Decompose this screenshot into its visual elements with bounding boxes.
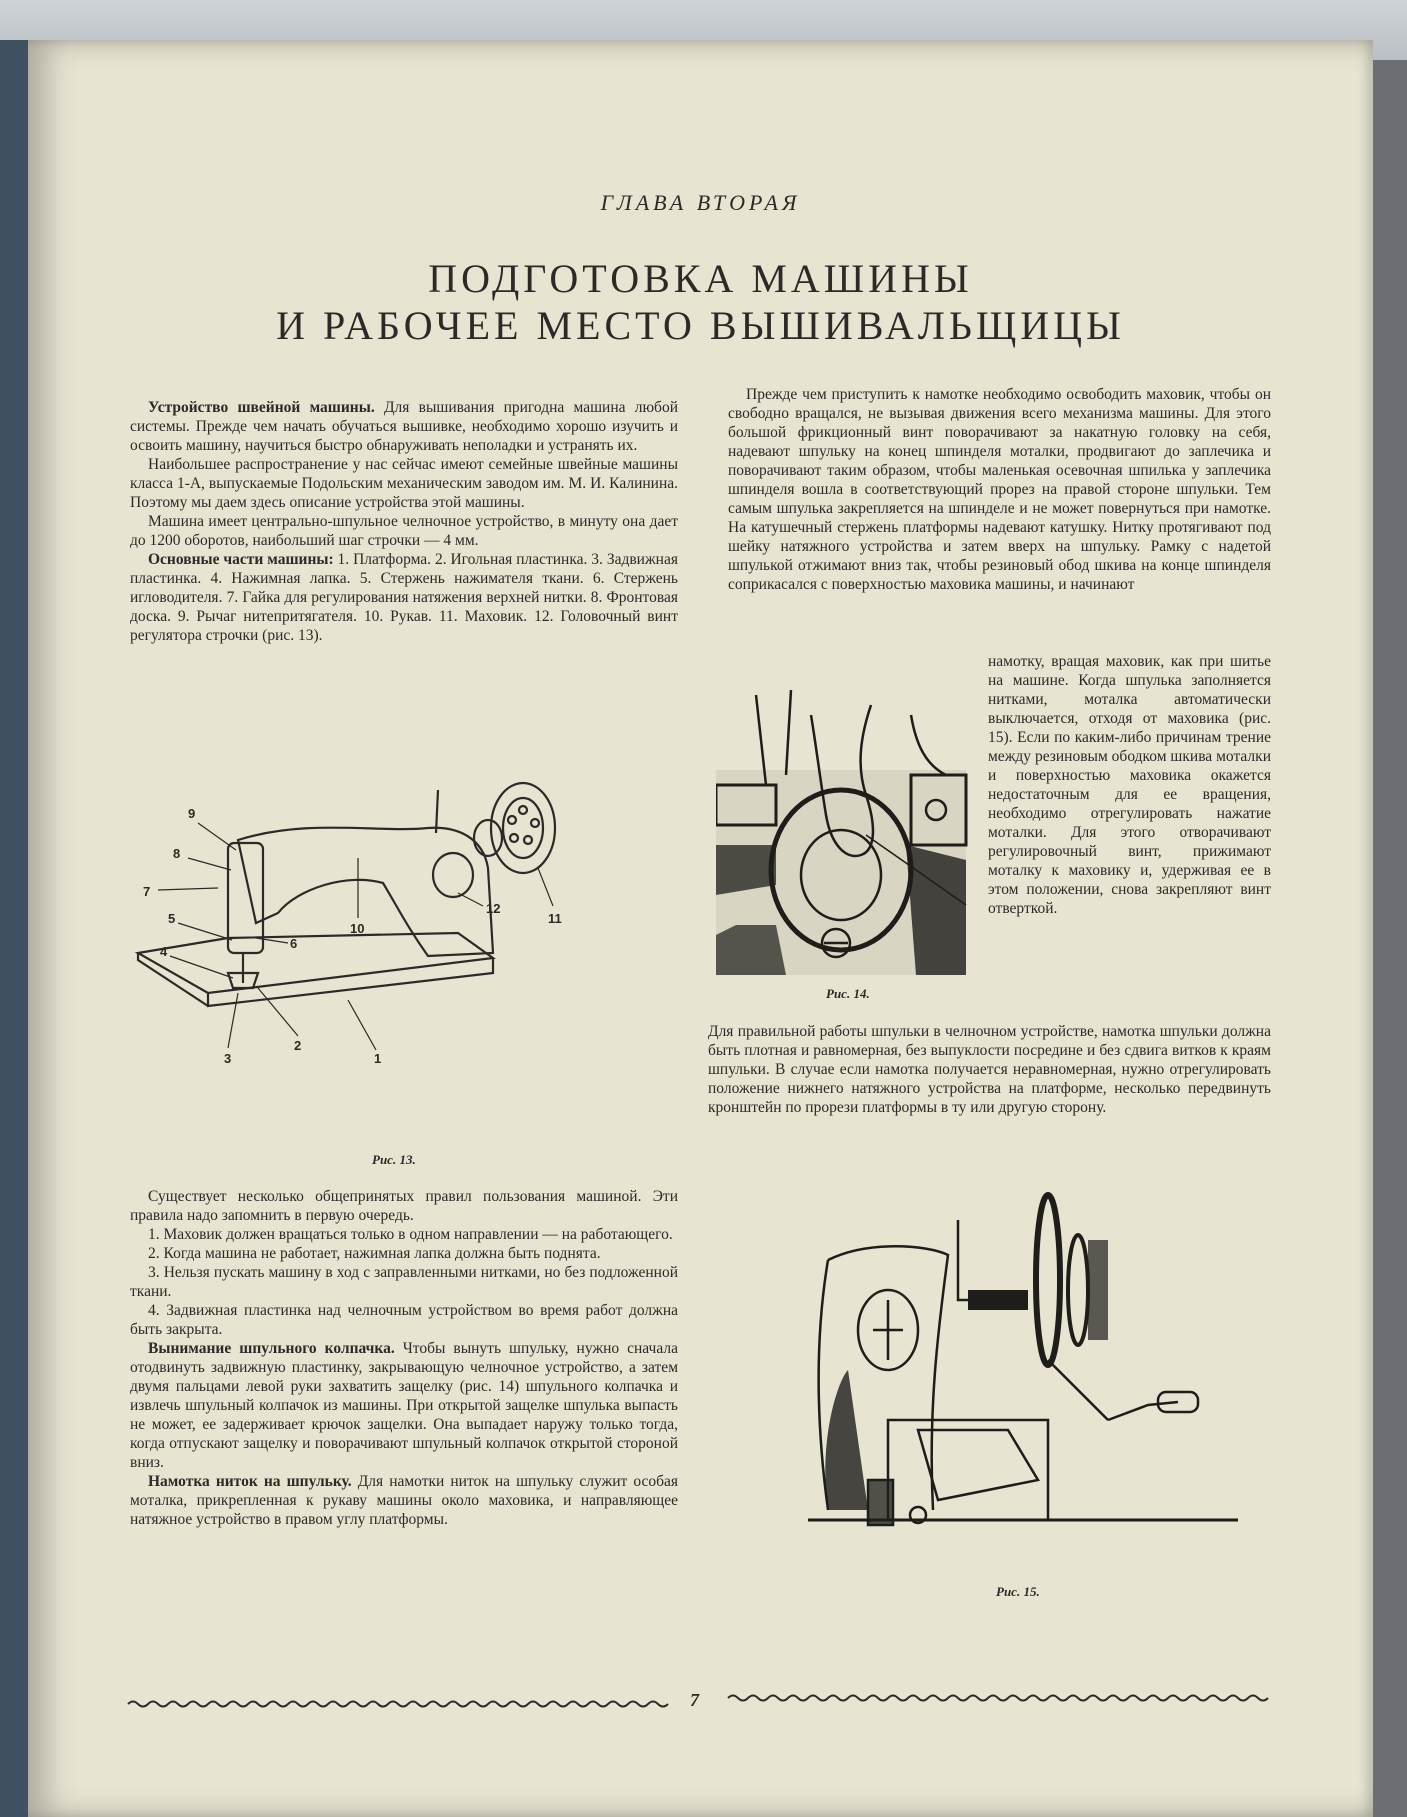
page-number: 7 bbox=[690, 1690, 699, 1710]
paragraph: Для правильной работы шпульки в челночном устройстве, намотка шпульки должна быть плотная и равномерная, без выпуклости посредине и без сдвига витков к краям шпульки. В случае если намотка получается неравномерная, нужно отрегулировать положение нижнего натяжного устройства на платформе, несколько передвинуть кронштейн по прорези платформы в ту или другую сторону. bbox=[708, 1023, 1271, 1116]
right-column-wrap bbox=[988, 652, 1271, 918]
footer-ornament bbox=[28, 1686, 1373, 1716]
paragraph-heading: Основные части машины: bbox=[148, 551, 334, 568]
paragraph bbox=[130, 398, 678, 455]
handwheel-icon bbox=[1036, 1195, 1060, 1365]
right-column-top bbox=[728, 385, 1271, 594]
rule-item: 4. Задвижная пластинка над челночным устройством во время работ должна быть закрыта. bbox=[130, 1302, 678, 1338]
figure-label: 2 bbox=[294, 1038, 302, 1053]
left-column-bottom bbox=[130, 1187, 678, 1529]
figure-label: 11 bbox=[548, 911, 562, 926]
paragraph: Прежде чем приступить к намотке необходимо освободить маховик, чтобы он свободно вращался, не вызывая движения всего механизма машины. Для этого большой фрикционный винт поворачивают за накатную головку на себя, надевают шпульку на конец шпинделя моталки, продвигают до заплечика и поворачивают таким образом, чтобы маленькая осевочная шпилька у заплечика шпинделя вошла в соответствующий прорез на правой стороне шпульки. Тем самым шпулька закрепляется на шпинделе и не может повернуться при намотке. На катушечный стержень платформы надевают катушку. Нитку протягивают под шейку натяжного устройства и затем вверх на шпульку. Рамку с надетой шпулькой отжимают вниз так, чтобы резиновый обод шкива на конце шпинделя соприкасался с поверхностью маховика машины, и начинают bbox=[728, 386, 1271, 593]
figure-14-bobbin-case bbox=[716, 685, 978, 985]
figure-label: 6 bbox=[290, 936, 298, 951]
paragraph-text: Чтобы вынуть шпульку, нужно сначала отодвинуть задвижную пластинку, закрывающую челночное устройство, а затем двумя пальцами левой руки захватить защелку (рис. 14) шпульного колпачка и извлечь шпульный колпачок из машины. При открытой защелке шпулька выпасть не может, ее задерживает крючок защелки. Она выпадает наружу только тогда, когда отпускают защелку и поворачивают шпульный колпачок открытой стороной вниз. bbox=[130, 1340, 678, 1471]
chapter-title-line-1: ПОДГОТОВКА МАШИНЫ bbox=[428, 256, 973, 301]
paragraph-heading: Устройство швейной машины. bbox=[148, 399, 375, 416]
paragraph-text: Для вышивания пригодна машина любой системы. Прежде чем начать обучаться вышивке, необходимо хорошо изучить и освоить машину, научиться быстро обнаруживать неполадки и устранять их. bbox=[130, 399, 678, 454]
paragraph: Наибольшее распространение у нас сейчас имеют семейные швейные машины класса 1-А, выпускаемые Подольским механическим заводом им. М. И. Калинина. Поэтому мы даем здесь описание устройства этой машины. bbox=[130, 456, 678, 511]
left-column-top bbox=[130, 398, 678, 645]
figure-label: 3 bbox=[224, 1051, 232, 1066]
paragraph-heading: Вынимание шпульного колпачка. bbox=[148, 1340, 395, 1357]
paragraph: Машина имеет центрально-шпульное челночное устройство, в минуту она дает до 1200 оборотов, наибольший шаг строчки — 4 мм. bbox=[130, 513, 678, 549]
figure-15-bobbin-winder bbox=[808, 1180, 1238, 1580]
right-column-bottom bbox=[708, 1022, 1271, 1117]
paragraph-text: Для намотки ниток на шпульку служит особая моталка, прикрепленная к рукаву машины около маховика, и направляющее натяжное устройство в правом углу платформы. bbox=[130, 1473, 678, 1528]
figure-label: 8 bbox=[173, 846, 181, 861]
figure-label: 1 bbox=[374, 1051, 382, 1066]
figure-14-caption: Рис. 14. bbox=[826, 986, 870, 1001]
figure-15-caption: Рис. 15. bbox=[996, 1584, 1040, 1599]
book-page bbox=[28, 40, 1373, 1817]
paragraph bbox=[130, 1339, 678, 1472]
figure-13-sewing-machine bbox=[128, 778, 648, 1108]
figure-label: 5 bbox=[168, 911, 176, 926]
figure-label: 7 bbox=[143, 884, 151, 899]
paragraph: Существует несколько общепринятых правил пользования машиной. Эти правила надо запомнить в первую очередь. bbox=[130, 1188, 678, 1224]
rule-item: 2. Когда машина не работает, нажимная лапка должна быть поднята. bbox=[148, 1245, 601, 1262]
paragraph bbox=[130, 1472, 678, 1529]
figure-13-caption: Рис. 13. bbox=[372, 1152, 416, 1167]
paragraph-heading: Намотка ниток на шпульку. bbox=[148, 1473, 352, 1490]
figure-label: 9 bbox=[188, 806, 196, 821]
paragraph bbox=[130, 550, 678, 645]
paragraph-text: 1. Платформа. 2. Игольная пластинка. 3. Задвижная пластинка. 4. Нажимная лапка. 5. Стержень нажимателя ткани. 6. Стержень игловодителя. 7. Гайка для регулирования натяжения верхней нитки. 8. Фронтовая доска. 9. Рычаг нитепритягателя. 10. Рукав. 11. Маховик. 12. Головочный винт регулятора строчки (рис. 13). bbox=[130, 551, 678, 644]
figure-label: 10 bbox=[350, 921, 365, 936]
paragraph-continuation: намотку, вращая маховик, как при шитье на машине. Когда шпулька заполняется нитками, моталка автоматически выключается, отходя от маховика (рис. 15). Если по каким-либо причинам трение между резиновым ободком шкива моталки и поверхностью маховика окажется недостаточным для ее вращения, необходимо отрегулировать нажатие моталки. Для этого отворачивают регулировочный винт, прижимают моталку к маховику и, удерживая ее в этом положении, снова закрепляют винт отверткой. bbox=[988, 653, 1271, 917]
chapter-label: ГЛАВА ВТОРАЯ bbox=[600, 190, 801, 215]
chapter-title-line-2: И РАБОЧЕЕ МЕСТО ВЫШИВАЛЬЩИЦЫ bbox=[276, 303, 1125, 348]
rule-item: 3. Нельзя пускать машину в ход с заправленными нитками, но без подложенной ткани. bbox=[130, 1264, 678, 1300]
rule-item: 1. Маховик должен вращаться только в одном направлении — на работающего. bbox=[148, 1226, 673, 1243]
figure-label: 4 bbox=[160, 944, 168, 959]
figure-label: 12 bbox=[486, 901, 501, 916]
